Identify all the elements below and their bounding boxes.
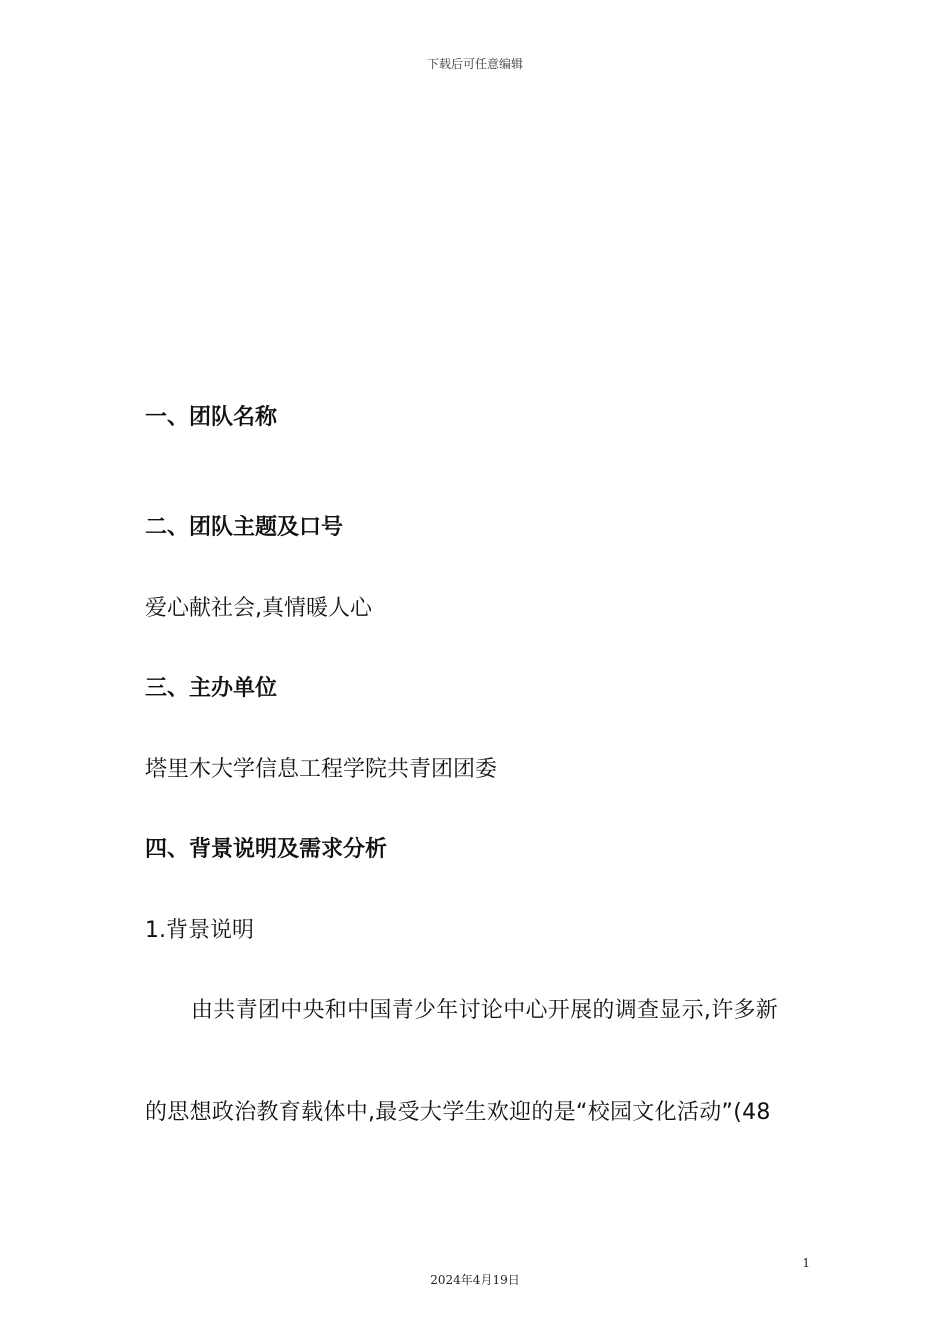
- page-number: 1: [802, 1256, 810, 1270]
- section-heading-theme-slogan: 二、团队主题及口号: [145, 515, 344, 540]
- slogan-text: 爱心献社会,真情暖人心: [145, 596, 372, 621]
- footer-date: 2024年4月19日: [430, 1273, 520, 1287]
- body-paragraph-line-2: 的思想政治教育载体中,最受大学生欢迎的是“校园文化活动”(48: [145, 1100, 771, 1125]
- section-heading-background-analysis: 四、背景说明及需求分析: [145, 837, 388, 862]
- organizer-text: 塔里木大学信息工程学院共青团团委: [145, 757, 498, 782]
- section-heading-organizer: 三、主办单位: [145, 676, 278, 701]
- subsection-heading-background: 1.背景说明: [145, 918, 254, 943]
- section-heading-team-name: 一、团队名称: [145, 405, 278, 430]
- body-paragraph-line-1: 由共青团中央和中国青少年讨论中心开展的调查显示,许多新: [191, 998, 779, 1023]
- page-header-note: 下载后可任意编辑: [426, 57, 523, 71]
